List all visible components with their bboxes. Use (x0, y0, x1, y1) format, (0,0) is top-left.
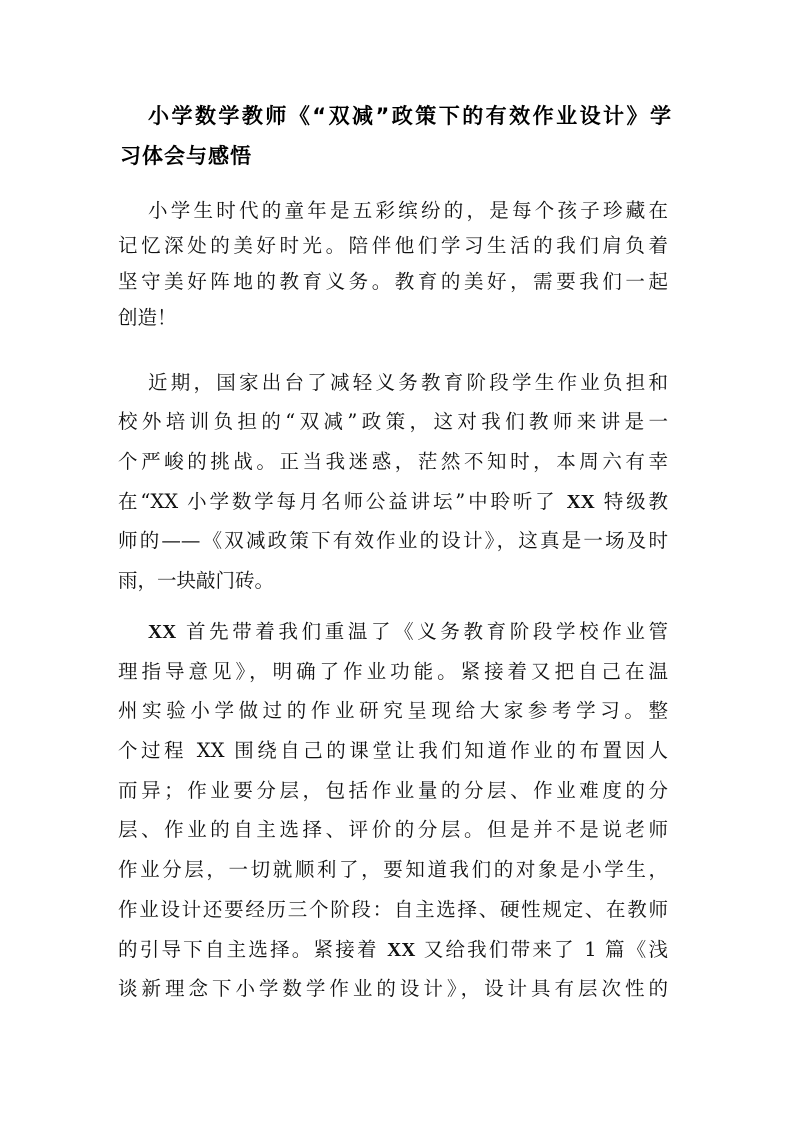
text-segment: 的引导下自主选择。紧接着 (118, 938, 388, 961)
bold-name-placeholder: XX (148, 622, 177, 643)
paragraph-line: 创造！ (118, 306, 177, 329)
paragraph-line: 层、作业的自主选择、评价的分层。但是并不是说老师 (118, 818, 668, 841)
paragraph-line: 坚守美好阵地的教育义务。教育的美好，需要我们一起 (118, 270, 668, 293)
paragraph-line: 校外培训负担的“双减”政策，这对我们教师来讲是一 (118, 410, 668, 433)
paragraph-line: 而异；作业要分层，包括作业量的分层、作业难度的分 (118, 779, 668, 802)
paragraph-line: 谈新理念下小学数学作业的设计》，设计具有层次性的 (118, 977, 668, 1000)
paragraph-line: 小学生时代的童年是五彩缤纷的，是每个孩子珍藏在 (148, 199, 668, 222)
bold-name-placeholder: XX (387, 940, 416, 961)
paragraph-line: 近期，国家出台了减轻义务教育阶段学生作业负担和 (148, 371, 668, 394)
paragraph-line: 州实验小学做过的作业研究呈现给大家参考学习。整 (118, 699, 668, 722)
paragraph-line: 记忆深处的美好时光。陪伴他们学习生活的我们肩负着 (118, 234, 668, 257)
paragraph-line: 理指导意见》，明确了作业功能。紧接着又把自己在温 (118, 660, 668, 683)
text-segment: 又给我们带来了 1 篇《浅 (415, 938, 668, 961)
paragraph-line: 个严峻的挑战。正当我迷惑，茫然不知时，本周六有幸 (118, 450, 668, 473)
paragraph-line: 师的——《双减政策下有效作业的设计》，这真是一场及时 (118, 529, 668, 552)
paragraph-line: 作业分层，一切就顺利了，要知道我们的对象是小学生， (118, 858, 668, 881)
paragraph-line-mixed (118, 936, 668, 964)
document-title-line-2: 习体会与感悟 (120, 144, 252, 168)
text-segment: 在“XX 小学数学每月名师公益讲坛”中聆听了 (118, 490, 567, 513)
paragraph-line-mixed (118, 488, 668, 516)
paragraph-line: 个过程 XX 围绕自己的课堂让我们知道作业的布置因人 (118, 739, 668, 762)
bold-name-placeholder: XX (566, 492, 595, 513)
paragraph-line: 雨，一块敲门砖。 (118, 569, 275, 592)
document-title-line-1: 小学数学教师《“双减”政策下的有效作业设计》学 (148, 104, 672, 128)
paragraph-line: 作业设计还要经历三个阶段：自主选择、硬性规定、在教师 (118, 898, 668, 921)
text-segment: 特级教 (594, 490, 668, 513)
paragraph-line-mixed (148, 618, 668, 646)
text-segment: 首先带着我们重温了《义务教育阶段学校作业管 (176, 620, 668, 643)
